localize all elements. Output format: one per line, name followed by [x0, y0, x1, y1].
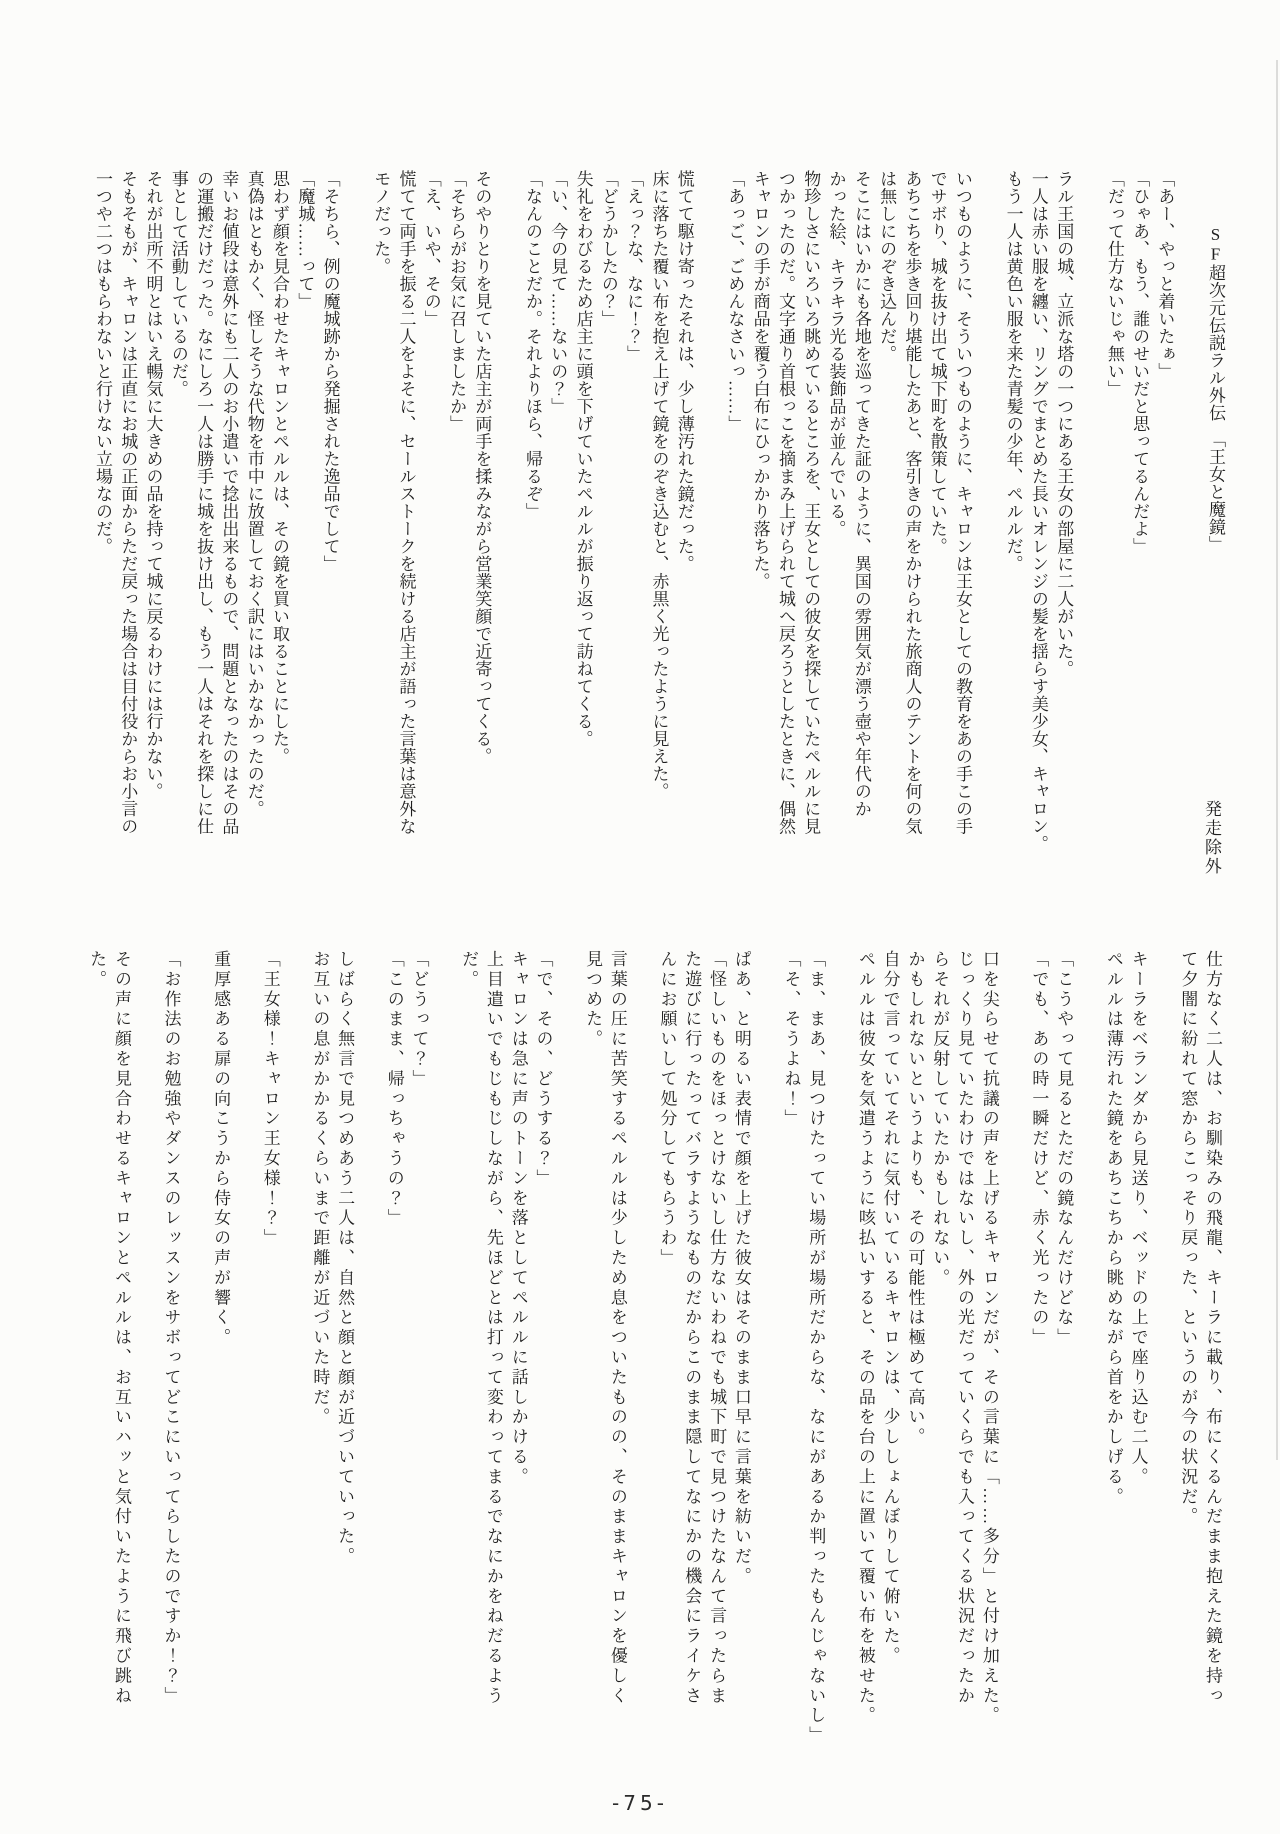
narration-column: 仕方なく二人は、お馴染みの飛龍、キーラに載り、布にくるんだまま抱えた鏡を持っ [1203, 950, 1222, 1707]
narration-column: は無しにのぞき込んだ。 [877, 170, 897, 363]
narration-column: 自分で言っていてそれに気付いているキャロンは、少ししょんぼりして俯いた。 [880, 950, 900, 1667]
dialogue-column: 「お作法のお勉強やダンスのレッスンをサボってどこにいってらしたのですか！？」 [161, 950, 181, 1707]
narration-column: た遊びに行ったってバラすようなものだからこのまま隠してなにかの機会にライケさ [682, 950, 702, 1707]
narration-column: かった絵、キラキラ光る装飾品が並んでいる。 [826, 170, 846, 538]
narration-column: 物珍しさにいろいろ眺めているところを、王女としての彼女を探していたペルルに見 [801, 170, 821, 835]
column-gap [1076, 170, 1101, 865]
dialogue-column: 「魔城……って」 [295, 170, 315, 310]
dialogue-column: 「だって仕方ないじゃ無い」 [1104, 170, 1124, 398]
column-gap [753, 950, 778, 1730]
dialogue-column: 「どうかしたの？」 [598, 170, 618, 328]
top-text-block [90, 170, 1228, 865]
narration-column: かもしれないというよりも、その可能性は極めて高い。 [905, 950, 925, 1448]
narration-column: キャロンは急に声のトーンを落としてペルルに話しかける。 [508, 950, 528, 1488]
dialogue-column: 「そ、そうよね！」 [781, 950, 801, 1130]
author-credit: 発走除外 [1202, 800, 1221, 876]
column-gap [232, 950, 257, 1730]
narration-column: しばらく無言で見つめあう二人は、自然と顔と顔が近づいていった。 [335, 950, 355, 1567]
narration-column: 思わず顔を見合わせたキャロンとペルルは、その鏡を買い取ることにした。 [270, 170, 290, 765]
narration-column: た。 [87, 950, 107, 990]
narration-column: 慌てて両手を振る二人をよそに、セールストークを続ける店主が語った言葉は意外な [396, 170, 416, 835]
narration-column: だ。 [459, 950, 479, 990]
narration-column: もう一人は黄色い服を来た青髪の少年、ペルルだ。 [1003, 170, 1023, 573]
dialogue-column: 「怪しいものをほっとけないし仕方ないわねでも城下町で見つけたなんて言ったらま [707, 950, 727, 1707]
narration-column: あちこちを歩き回り堪能したあと、客引きの声をかけられた旅商人のテントを何の気 [902, 170, 922, 835]
narration-column: 言葉の圧に苦笑するペルルは少しため息をついたものの、そのままキャロンを優しく [607, 950, 627, 1707]
narration-column: 重厚感ある扉の向こうから侍女の声が響く。 [211, 950, 231, 1348]
column-gap [356, 950, 381, 1730]
narration-column: 事として活動しているのだ。 [168, 170, 188, 398]
narration-column: ペルルは薄汚れた鏡をあちこちから眺めながら首をかしげる。 [1103, 950, 1123, 1508]
narration-column: そこにはいかにも各地を巡ってきた証のように、異国の雰囲気が漂う壺や年代のか [851, 170, 871, 818]
dialogue-column: 「なんのことだか。それよりほら、帰るぞ」 [522, 170, 542, 520]
dialogue-column: 「あー、やっと着いたぁ」 [1155, 170, 1175, 380]
column-gap [629, 950, 654, 1730]
narration-column: んにお願いして処分してもらうわ」 [657, 950, 677, 1269]
narration-column: らそれが反射していたかもしれない。 [930, 950, 950, 1289]
dialogue-column: 「あっご、ごめんなさいっ……」 [725, 170, 745, 433]
dialogue-column: 「そちら、例の魔城跡から発掘された逸品でして」 [320, 170, 340, 573]
dialogue-column: 「でも、あの時一瞬だけど、赤く光ったの」 [1029, 950, 1049, 1348]
narration-column: いつものように、そういつものように、キャロンは王女としての教育をあの手この手 [953, 170, 973, 835]
narration-column: 床に落ちた覆い布を抱え上げて鏡をのぞき込むと、赤黒く光ったように見えた。 [649, 170, 669, 800]
bottom-text-block [83, 950, 1224, 1746]
dialogue-column: 「こうやって見るとただの鏡なんだけどな」 [1054, 950, 1074, 1348]
narration-column: キャロンの手が商品を覆う白布にひっかかり落ちた。 [750, 170, 770, 590]
narration-column: じっくり見ていたわけではないし、外の光だっていくらでも入ってくる状況だったか [955, 950, 975, 1707]
narration-column: ラル王国の城、立派な塔の一つにある王女の部屋に二人がいた。 [1054, 170, 1074, 678]
narration-column: 慌てて駆け寄ったそれは、少し薄汚れた鏡だった。 [674, 170, 694, 573]
column-gap [282, 950, 307, 1730]
dialogue-column: 「い、今の見て……ないの？」 [548, 170, 568, 415]
dialogue-column: 「えっ？な、なに！？」 [624, 170, 644, 363]
narration-column: 失礼をわびるため店主に頭を下げていたペルルが振り返って訪ねてくる。 [573, 170, 593, 748]
dialogue-column: 「ま、まあ、見つけたってい場所が場所だからな、なにがあるか判ったもんじゃないし」 [806, 950, 826, 1746]
column-gap [554, 950, 579, 1730]
dialogue-column: 「王女様！キャロン王女様！？」 [260, 950, 280, 1249]
dialogue-column: 「で、その、どうする？」 [533, 950, 553, 1189]
column-gap [494, 170, 519, 865]
dialogue-column: 「え、いや、その」 [421, 170, 441, 328]
narration-column: ぱあ、と明るい表情で顔を上げた彼女はそのまま口早に言葉を紡いだ。 [731, 950, 751, 1587]
dialogue-column: 「どうって？」 [409, 950, 429, 1090]
narration-column: の運搬だけだった。なにしろ一人は勝手に城を抜け出し、もう一人はそれを探しに仕 [194, 170, 214, 835]
narration-column: 真偽はともかく、怪しそうな代物を市中に放置しておく訳にはいかなかったのだ。 [244, 170, 264, 818]
column-gap [343, 170, 368, 865]
narration-column: でサボり、城を抜け出て城下町を散策していた。 [927, 170, 947, 555]
story-title-column [1203, 170, 1228, 865]
dialogue-column: 「そちらがお気に召しましたか」 [447, 170, 467, 433]
column-gap [697, 170, 722, 865]
dialogue-column: 「ひゃあ、もう、誰のせいだと思ってるんだよ」 [1130, 170, 1150, 555]
narration-column: その声に顔を見合わせるキャロンとペルルは、お互いハッと気付いたように飛び跳ね [111, 950, 131, 1707]
column-gap [975, 170, 1000, 865]
narration-column: 一つや二つはもらわないと行けない立場なのだ。 [92, 170, 112, 555]
series-latin-text: SF [1206, 225, 1225, 264]
column-gap [431, 950, 456, 1730]
narration-column: 見つめた。 [583, 950, 603, 1050]
series-title-text: 超次元伝説ラル外伝 「王女と魔鏡」 [1206, 264, 1225, 553]
column-gap [1001, 950, 1026, 1730]
narration-column: それが出所不明とはいえ暢気に大きめの品を持って城に戻るわけには行かない。 [143, 170, 163, 800]
narration-column: て夕闇に紛れて窓からこっそり戻った、というのが今の状況だ。 [1178, 950, 1198, 1528]
column-gap [183, 950, 208, 1730]
narration-column: 口を尖らせて抗議の声を上げるキャロンだが、その言葉に「……多分」と付け加えた。 [979, 950, 999, 1727]
column-gap [1177, 170, 1202, 865]
narration-column: モノだった。 [371, 170, 391, 275]
narration-column: そのやりとりを見ていた店主が両手を揉みながら営業笑顔で近寄ってくる。 [472, 170, 492, 765]
column-gap [827, 950, 852, 1730]
dialogue-column: 「このまま、帰っちゃうの？」 [384, 950, 404, 1229]
narration-column: キーラをベランダから見送り、ベッドの上で座り込む二人。 [1128, 950, 1148, 1488]
narration-column: ペルルは彼女を気遣うように咳払いすると、その品を台の上に置いて覆い布を被せた。 [855, 950, 875, 1727]
page-number: -75- [612, 1791, 668, 1815]
column-gap [1075, 950, 1100, 1730]
column-gap [1150, 950, 1175, 1730]
narration-column: そもそもが、キャロンは正直にお城の正面からただ戻った場合は目付役からお小言の [118, 170, 138, 835]
scan-edge-line [1276, 60, 1278, 1460]
narration-column: 上目遣いでもじもじしながら、先ほどとは打って変わってまるでなにかをねだるよう [483, 950, 503, 1707]
column-gap [133, 950, 158, 1730]
narration-column: 一人は赤い服を纏い、リングでまとめた長いオレンジの髪を揺らす美少女、キャロン。 [1028, 170, 1048, 853]
narration-column: つかったのだ。文字通り首根っこを摘まみ上げられて城へ戻ろうとしたときに、偶然 [775, 170, 795, 835]
narration-column: 幸いお値段は意外にも二人のお小遣いで捻出出来るもので、問題となったのはその品 [219, 170, 239, 835]
narration-column: お互いの息がかかるくらいまで距離が近づいた時だ。 [310, 950, 330, 1428]
